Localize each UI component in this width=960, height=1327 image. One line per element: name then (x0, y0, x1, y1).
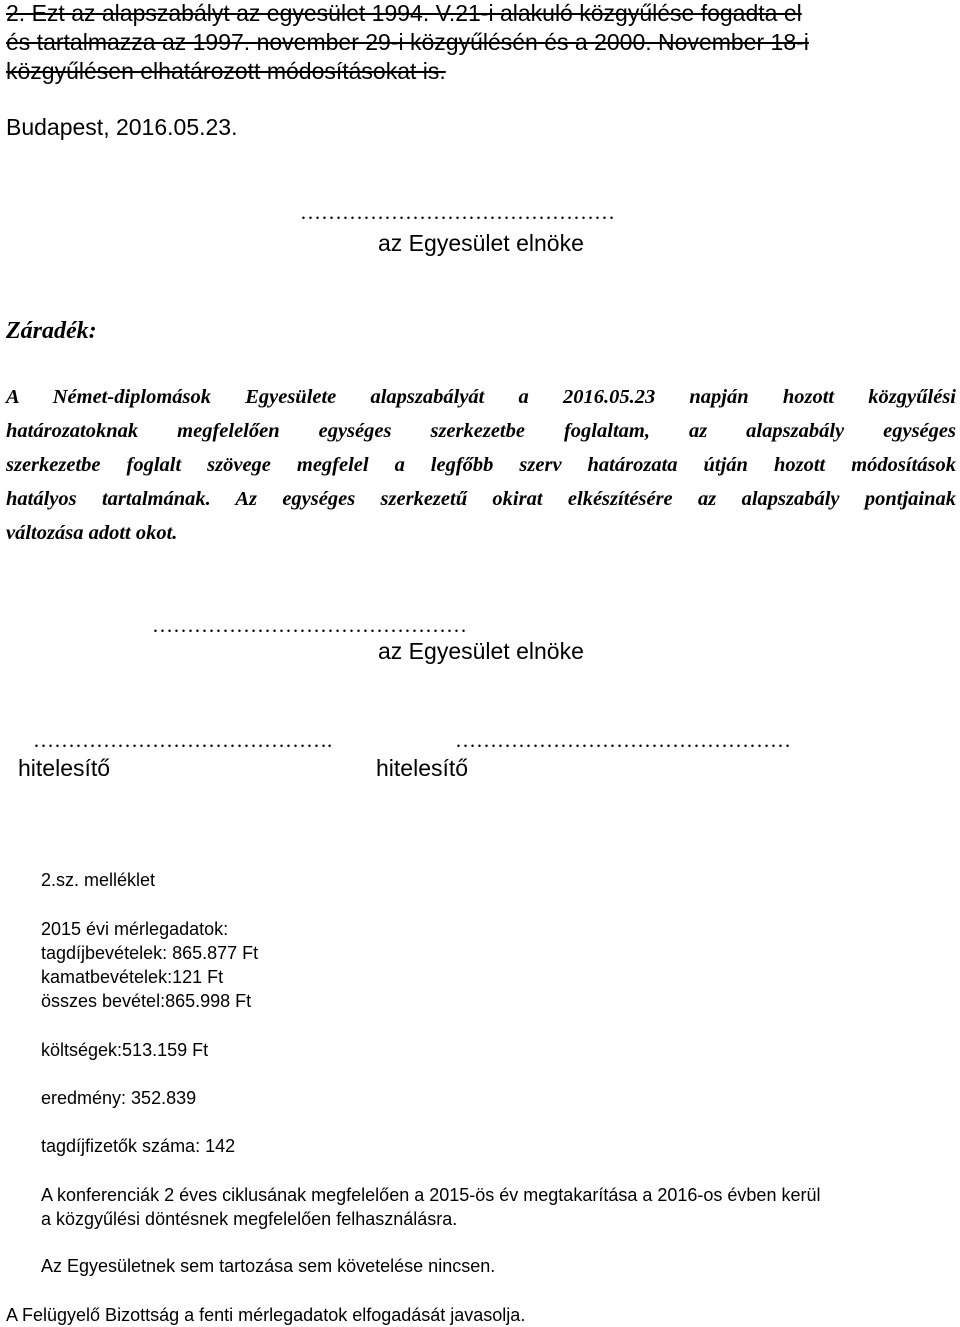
annex-title: 2.sz. melléklet (41, 870, 156, 890)
clause-heading: Záradék: (6, 318, 97, 344)
signature-title-president-2: az Egyesület elnöke (378, 638, 584, 664)
total-income: összes bevétel:865.998 Ft (41, 991, 252, 1011)
membership-income: tagdíjbevételek: 865.877 Ft (41, 943, 259, 963)
supervisory-board-statement: A Felügyelő Bizottság a fenti mérlegadatok elfogadását javasolja. (6, 1305, 526, 1325)
clause-line: szerkezetbe foglalt szövege megfelel a legfőbb szerv határozata útján hozott módosítások (6, 454, 956, 476)
clause-line: hatályos tartalmának. Az egységes szerkezetű okirat elkészítésére az alapszabály pontjainak (6, 488, 956, 510)
clause-line: határozatoknak megfelelően egységes szerkezetbe foglaltam, az alapszabály egységes (6, 420, 956, 442)
signature-dots-president-2: ……………………………………… (152, 613, 467, 637)
struck-text-line-3: közgyűlésen elhatározott módosításokat is. (6, 58, 446, 84)
struck-text-line-1: 2. Ezt az alapszabályt az egyesület 1994. V.21-i alakuló közgyűlése fogadta el (6, 0, 802, 26)
struck-text-line-2: és tartalmazza az 1997. november 29-i közgyűlésén és a 2000. November 18-i (6, 29, 809, 55)
conference-note-line-1: A konferenciák 2 éves ciklusának megfelelően a 2015-ös év megtakarítása a 2016-os évben kerül (41, 1185, 821, 1205)
certifier-dots-right: ………………………………………… (455, 728, 791, 752)
costs: költségek:513.159 Ft (41, 1040, 209, 1060)
certifier-label-left: hitelesítő (18, 755, 111, 781)
signature-title-president-1: az Egyesület elnöke (378, 230, 584, 256)
membership-payers: tagdíjfizetők száma: 142 (41, 1136, 236, 1156)
clause-line: változása adott okot. (6, 522, 178, 544)
no-debts-statement: Az Egyesületnek sem tartozása sem követelése nincsen. (41, 1256, 496, 1276)
result: eredmény: 352.839 (41, 1088, 197, 1108)
interest-income: kamatbevételek:121 Ft (41, 967, 224, 987)
certifier-dots-left: ……………………………………. (33, 728, 333, 752)
signature-dots-president-1: ……………………………………… (300, 200, 615, 224)
clause-line: A Német-diplomások Egyesülete alapszabályát a 2016.05.23 napján hozott közgyűlési (6, 386, 956, 408)
certifier-label-right: hitelesítő (376, 755, 469, 781)
balance-heading: 2015 évi mérlegadatok: (41, 919, 229, 939)
place-date: Budapest, 2016.05.23. (6, 114, 238, 140)
conference-note-line-2: a közgyűlési döntésnek megfelelően felhasználásra. (41, 1209, 458, 1229)
clause-paragraph (6, 380, 956, 550)
